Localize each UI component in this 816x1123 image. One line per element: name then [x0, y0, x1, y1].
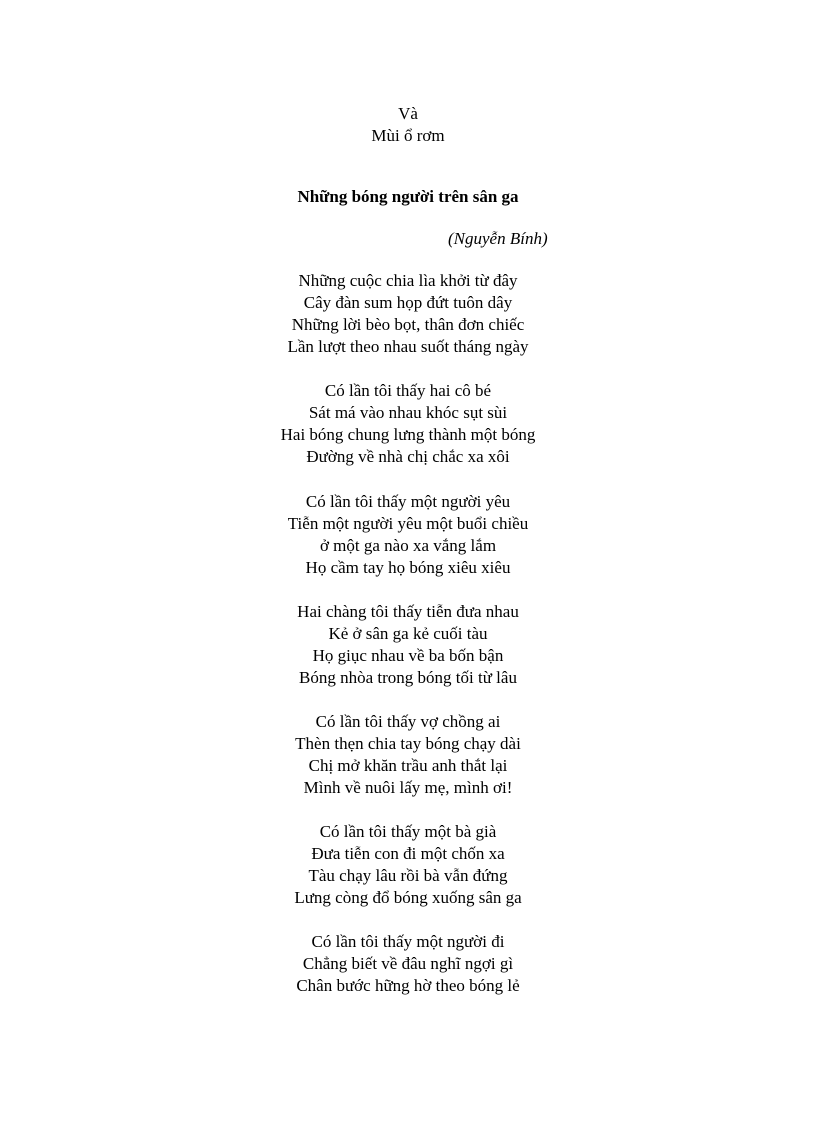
verse-line: Đưa tiễn con đi một chốn xa	[311, 844, 505, 863]
stanza-6	[0, 821, 816, 909]
verse-line: ở một ga nào xa vắng lắm	[319, 536, 497, 555]
verse-line: Hai bóng chung lưng thành một bóng	[280, 425, 536, 444]
verse-line: Họ cầm tay họ bóng xiêu xiêu	[305, 558, 511, 577]
verse-line: Thèn thẹn chia tay bóng chạy dài	[295, 734, 521, 753]
stanza-5	[0, 711, 816, 799]
stanza-3	[0, 491, 816, 579]
stanza-2	[0, 380, 816, 468]
verse-line: Cây đàn sum họp đứt tuôn dây	[303, 293, 513, 312]
verse-line: Chị mở khăn trầu anh thắt lại	[308, 756, 508, 775]
stanza-4	[0, 601, 816, 689]
verse-line: Có lần tôi thấy một người đi	[311, 932, 505, 951]
verse-line: Mình về nuôi lấy mẹ, mình ơi!	[303, 778, 513, 797]
verse-line: Có lần tôi thấy vợ chồng ai	[315, 712, 501, 731]
verse-line: Lần lượt theo nhau suốt tháng ngày	[287, 337, 529, 356]
verse-line: Có lần tôi thấy một bà già	[319, 822, 497, 841]
verse-line: Kẻ ở sân ga kẻ cuối tàu	[328, 624, 488, 643]
verse-line: Có lần tôi thấy hai cô bé	[324, 381, 492, 400]
verse-line: Họ giục nhau về ba bốn bận	[312, 646, 504, 665]
verse-line: Chẳng biết về đâu nghĩ ngợi gì	[302, 954, 514, 973]
poem-author: (Nguyễn Bính)	[448, 229, 548, 248]
verse-line: Những lời bèo bọt, thân đơn chiếc	[291, 315, 525, 334]
verse-line: Tàu chạy lâu rồi bà vẫn đứng	[308, 866, 508, 885]
verse-line: Sát má vào nhau khóc sụt sùi	[308, 403, 508, 422]
intro-line-2: Mùi ổ rơm	[371, 126, 445, 145]
stanza-7	[0, 931, 816, 997]
verse-line: Có lần tôi thấy một người yêu	[305, 492, 511, 511]
verse-line: Đường về nhà chị chắc xa xôi	[306, 447, 510, 466]
stanza-1	[0, 270, 816, 358]
verse-line: Những cuộc chia lìa khởi từ đây	[298, 271, 518, 290]
verse-line: Lưng còng đổ bóng xuống sân ga	[294, 888, 522, 907]
verse-line: Bóng nhòa trong bóng tối từ lâu	[299, 668, 517, 687]
verse-line: Hai chàng tôi thấy tiễn đưa nhau	[297, 602, 519, 621]
verse-line: Chân bước hững hờ theo bóng lẻ	[296, 976, 520, 995]
intro-line-1: Và	[398, 104, 418, 123]
verse-line: Tiễn một người yêu một buổi chiều	[287, 514, 529, 533]
poem-title: Những bóng người trên sân ga	[297, 187, 519, 206]
